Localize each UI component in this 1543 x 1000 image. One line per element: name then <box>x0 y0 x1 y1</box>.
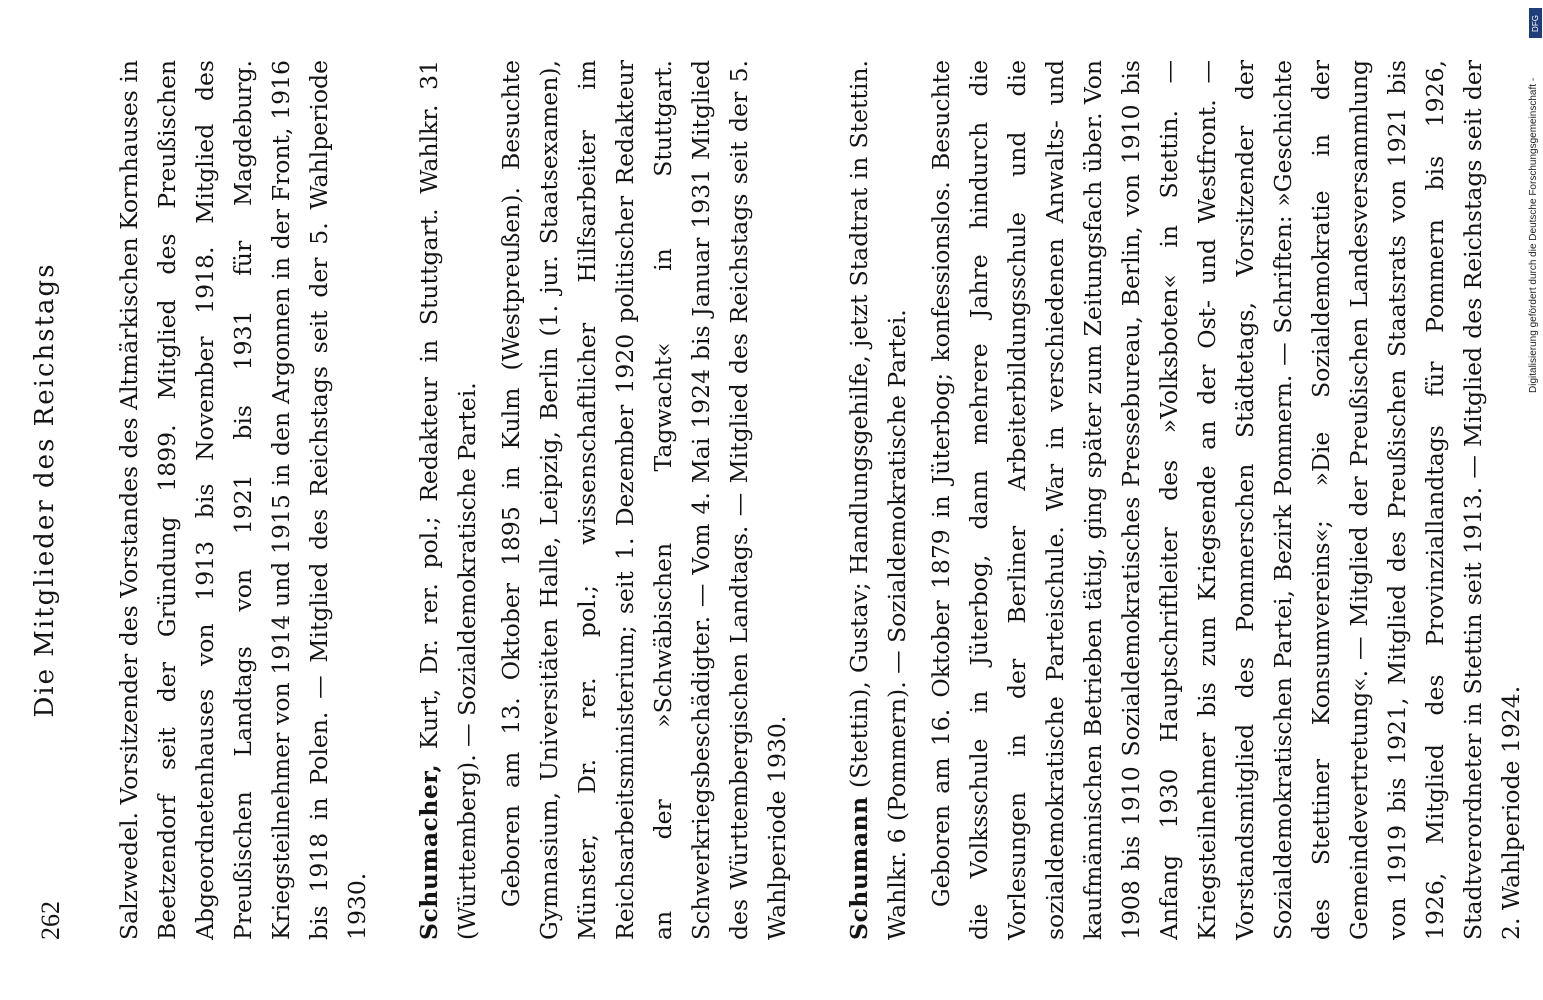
entry-paragraph: Salzwedel. Vorsitzender des Vorstandes des Altmärkischen Kornhauses in Beetzendorf seit der Gründung 1899. Mitglied des Preußischen Abgeordnetenhauses von 1913 bis November 1918. Mitglied des Preußischen Landtags von 1921 bis 1931 für Magdeburg. Kriegsteilnehmer von 1914 und 1915 in den Argonnen in der Front, 1916 bis 1918 in Polen. — Mitglied des Reichstags seit der 5. Wahlperiode 1930. <box>115 60 371 940</box>
entry-heading-details: Kurt, Dr. rer. pol.; Redakteur in Stuttgart. Wahlkr. 31 (Württemberg). — Sozialdemokratische Partei. <box>415 60 481 940</box>
entry-heading <box>410 60 486 940</box>
entry-paragraph: Geboren am 13. Oktober 1895 in Kulm (Westpreußen). Besuchte Gymnasium, Universitäten Halle, Leipzig, Berlin (1. jur. Staatsexamen), Münster, Dr. rer. pol.; wissenschaftlicher Hilfsarbeiter im Reichsarbeitsministerium; seit 1. Dezember 1920 politischer Redakteur an der »Schwäbischen Tagwacht« in Stuttgart. Schwerkriegsbeschädigter. — Vom 4. Mai 1924 bis Januar 1931 Mitglied des Württembergischen Landtags. — Mitglied des Reichstags seit der 5. Wahlperiode 1930. <box>497 60 791 940</box>
credit-text: Digitalisierung gefördert durch die Deutsche Forschungsgemeinschaft - <box>1528 77 1539 393</box>
entry-heading <box>840 60 916 940</box>
biography-entry-schumann <box>840 60 1530 940</box>
entry-heading-details: (Stettin), Gustav; Handlungsgehilfe, jetzt Stadtrat in Stettin. Wahlkr. 6 (Pommern). — Sozialdemokratische Partei. <box>845 60 911 940</box>
digitization-credit <box>1528 8 1542 408</box>
biography-entry-continued <box>110 60 376 940</box>
page-header <box>30 40 70 940</box>
entry-name: Schumacher, <box>415 763 443 940</box>
biography-entry-schumacher <box>410 60 796 940</box>
running-title: Die Mitglieder des Reichstags <box>30 262 60 718</box>
dfg-logo-icon: DFG <box>1529 8 1542 38</box>
entry-paragraph: Geboren am 16. Oktober 1879 in Jüterbog; konfessionslos. Besuchte die Volksschule in Jüterbog, dann mehrere Jahre hindurch die Vorlesungen in der Berliner Arbeiterbildungsschule und die sozialdemokratische Parteischule. War in verschiedenen Anwalts- und kaufmännischen Betrieben tätig, ging später zum Zeitungsfach über. Von 1908 bis 1910 Sozialdemokratisches Pressebureau, Berlin, von 1910 bis Anfang 1930 Hauptschriftleiter des »Volksboten« in Stettin. — Kriegsteilnehmer bis zum Kriegsende an der Ost- und Westfront. — Vorstandsmitglied des Pommerschen Städtetags, Vorsitzender der Sozialdemokratischen Partei, Bezirk Pommern. — Schriften: »Geschichte des Stettiner Konsumvereins«; »Die Sozialdemokratie in der Gemeindevertretung«. — Mitglied der Preußischen Landesversammlung von 1919 bis 1921, Mitglied des Preußischen Staatsrats von 1921 bis 1926, Mitglied des Provinziallandtags für Pommern bis 1926, Stadtverordneter in Stettin seit 1913. — Mitglied des Reichstags seit der 2. Wahlperiode 1924. <box>927 60 1525 940</box>
entry-name: Schumann <box>845 796 873 940</box>
page-number: 262 <box>36 901 65 940</box>
